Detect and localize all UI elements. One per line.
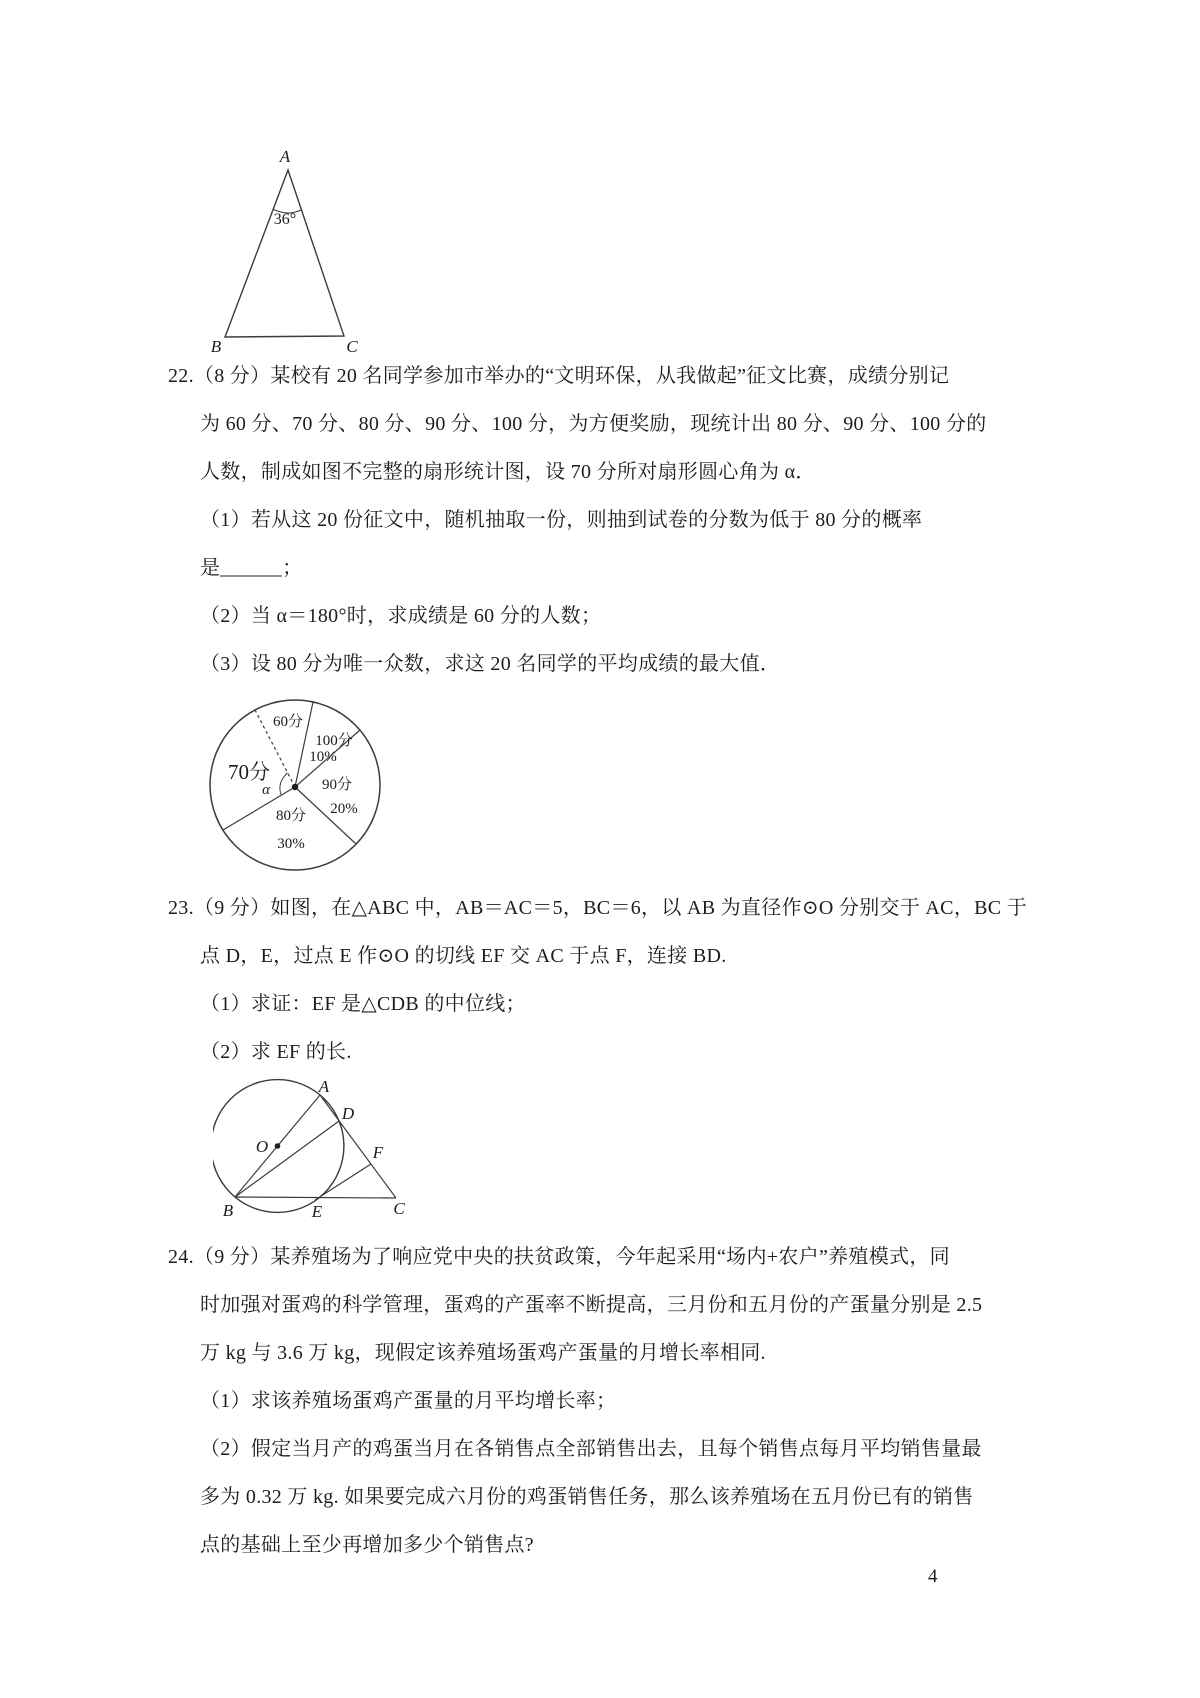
question-22 (168, 352, 987, 688)
circle-figure (213, 1072, 413, 1224)
vertex-c-label: C (346, 337, 358, 356)
point-e-label: E (311, 1202, 323, 1221)
line-bc (235, 1197, 396, 1198)
vertex-a-label: A (279, 147, 291, 166)
angle-value-label: 36° (273, 211, 297, 228)
question-line: （2）假定当月产的鸡蛋当月在各销售点全部销售出去，且每个销售点每月平均销售量最 (200, 1438, 982, 1460)
pie-slice-pct-100: 10% (309, 749, 337, 765)
question-line: 人数，制成如图不完整的扇形统计图，设 70 分所对扇形圆心角为 α． (200, 461, 816, 483)
triangle-figure (190, 135, 375, 360)
center-o-dot (275, 1143, 281, 1149)
question-line: （1）求该养殖场蛋鸡产蛋量的月平均增长率； (200, 1390, 617, 1412)
triangle-outline (225, 170, 344, 337)
pie-slice-label-100: 100分 (315, 733, 353, 749)
question-line: 万 kg 与 3.6 万 kg，现假定该养殖场蛋鸡产蛋量的月增长率相同. (200, 1342, 766, 1364)
center-o-label: O (255, 1137, 269, 1156)
question-line: 点 D，E，过点 E 作⊙O 的切线 EF 交 AC 于点 F，连接 BD. (200, 945, 727, 967)
pie-slice-label-60: 60分 (272, 714, 304, 730)
answer-blank-line: 是______； (200, 557, 303, 579)
line-ac (320, 1095, 396, 1198)
question-line: （3）设 80 分为唯一众数，求这 20 名同学的平均成绩的最大值． (200, 653, 781, 675)
question-line: 22.（8 分）某校有 20 名同学参加市举办的“文明环保，从我做起”征文比赛，成绩分别记 (168, 365, 950, 387)
page-number: 4 (928, 1566, 938, 1587)
point-d-label: D (341, 1104, 355, 1123)
question-line: 点的基础上至少再增加多少个销售点? (200, 1534, 534, 1556)
question-line: 24.（9 分）某养殖场为了响应党中央的扶贫政策，今年起采用“场内+农户”养殖模式，同 (168, 1246, 950, 1268)
question-line: 多为 0.32 万 kg. 如果要完成六月份的鸡蛋销售任务，那么该养殖场在五月份已有的销售 (200, 1486, 974, 1508)
pie-slice-label-70: 70分 (228, 760, 270, 784)
pie-slice-pct-90: 20% (330, 801, 358, 817)
pie-slice-pct-80: 30% (277, 836, 305, 852)
point-c-label: C (393, 1199, 405, 1218)
pie-chart-figure (205, 692, 400, 874)
pie-slice-label-80: 80分 (275, 808, 307, 824)
pie-slice-label-90: 90分 (321, 777, 353, 793)
point-f-label: F (372, 1143, 384, 1162)
question-24 (168, 1233, 983, 1569)
line-bd (235, 1121, 339, 1197)
question-line: （2）求 EF 的长. (200, 1041, 352, 1063)
pie-alpha-label: α (262, 782, 270, 798)
question-line: （2）当 α＝180°时，求成绩是 60 分的人数； (200, 605, 602, 627)
tangent-ef (315, 1164, 371, 1200)
question-line: 时加强对蛋鸡的科学管理，蛋鸡的产蛋率不断提高，三月份和五月份的产蛋量分别是 2.5 (200, 1294, 983, 1316)
pie-center-dot (292, 784, 298, 790)
point-b-label: B (222, 1201, 234, 1220)
point-a-label: A (318, 1077, 330, 1096)
question-23 (168, 884, 1027, 1076)
question-line: （1）若从这 20 份征文中，随机抽取一份，则抽到试卷的分数为低于 80 分的概率 (200, 509, 923, 531)
vertex-b-label: B (210, 337, 222, 356)
question-line: 23.（9 分）如图，在△ABC 中，AB＝AC＝5，BC＝6，以 AB 为直径作⊙O 分别交于 AC，BC 于 (168, 897, 1027, 919)
question-line: （1）求证：EF 是△CDB 的中位线； (200, 993, 526, 1015)
question-line: 为 60 分、70 分、80 分、90 分、100 分，为方便奖励，现统计出 80 分、90 分、100 分的 (200, 413, 987, 435)
